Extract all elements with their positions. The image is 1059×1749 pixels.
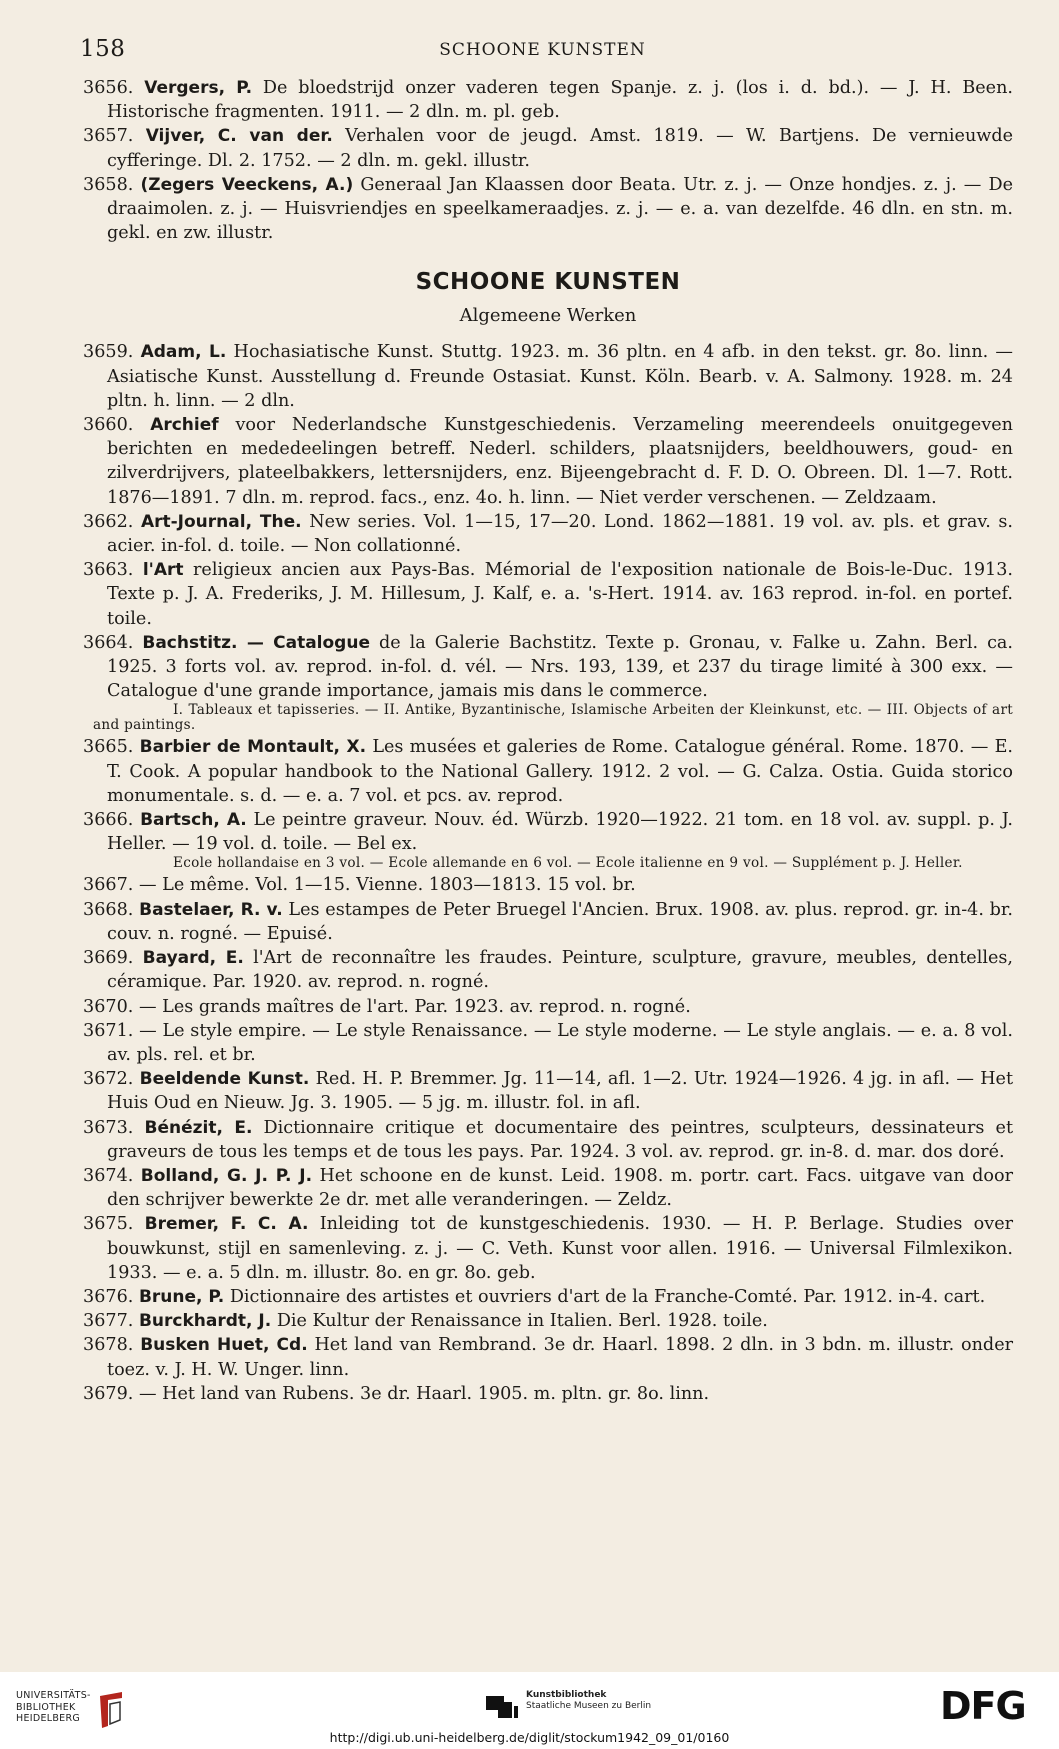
entry-author: Vergers, P. bbox=[144, 78, 253, 98]
entry-author: Bénézit, E. bbox=[144, 1117, 253, 1138]
entry-author: Art-Journal, The. bbox=[140, 511, 302, 532]
entry-author: Bachstitz. — Catalogue bbox=[142, 632, 370, 653]
subsection-title: Algemeene Werken bbox=[459, 305, 637, 327]
entry-number: 3660. bbox=[83, 415, 134, 436]
entry-number: 3667. bbox=[83, 875, 134, 896]
section-title: SCHOONE KUNSTEN bbox=[415, 269, 681, 296]
entry-text: Les estampes de Peter Bruegel l'Ancien. Brux. 1908. av. plus. reprod. gr. in-4. br. couv. n. rogné. — Epuisé. bbox=[107, 899, 1014, 944]
page-number: 158 bbox=[80, 36, 126, 62]
source-url[interactable]: http://digi.ub.uni-heidelberg.de/diglit/stockum1942_09_01/0160 bbox=[329, 1730, 730, 1745]
entry-number: 3666. bbox=[83, 810, 134, 831]
page-footer bbox=[0, 1672, 1059, 1749]
entry-number: 3676. bbox=[83, 1286, 134, 1307]
catalogue-entry bbox=[83, 898, 1013, 946]
entry-text: New series. Vol. 1—15, 17—20. Lond. 1862—1881. 19 vol. av. pls. et grav. s. acier. in-fol. d. toile. — Non collationné. bbox=[107, 511, 1014, 557]
entry-number: 3672. bbox=[83, 1069, 134, 1090]
kunstbibliothek-title: Kunstbibliothek bbox=[526, 1690, 607, 1700]
heidelberg-logo-text bbox=[16, 1690, 91, 1725]
entry-text: l'Art de reconnaître les fraudes. Peinture, sculpture, gravure, meubles, dentelles, céramique. Par. 1920. av. reprod. n. rogné. bbox=[107, 948, 1014, 993]
entry-number: 3665. bbox=[83, 737, 134, 758]
entry-number: 3675. bbox=[83, 1214, 134, 1235]
entry-number: 3664. bbox=[83, 632, 134, 653]
catalogue-entry bbox=[83, 1333, 1013, 1381]
entry-number: 3668. bbox=[83, 899, 134, 920]
catalogue-entry bbox=[83, 1309, 1013, 1333]
entry-number: 3671. bbox=[83, 1020, 134, 1041]
catalogue-entry bbox=[83, 173, 1013, 246]
entry-author: Barbier de Montault, X. bbox=[139, 737, 367, 758]
catalogue-entry bbox=[83, 413, 1013, 510]
entry-author: l'Art bbox=[142, 560, 184, 581]
dfg-logo-icon bbox=[940, 1686, 1040, 1724]
entry-author: Busken Huet, Cd. bbox=[140, 1335, 308, 1356]
entry-author: Brune, P. bbox=[138, 1286, 225, 1307]
entry-number: 3679. bbox=[83, 1383, 134, 1404]
entry-number: 3663. bbox=[83, 560, 134, 581]
entry-text: — Les grands maîtres de l'art. Par. 1923. av. reprod. n. rogné. bbox=[138, 996, 691, 1017]
entry-author: Bolland, G. J. P. J. bbox=[140, 1165, 313, 1186]
entry-text: Les musées et galeries de Rome. Catalogue général. Rome. 1870. — E. T. Cook. A popular handbook to the National Gallery. 1912. 2 vol. — G. Calza. Ostia. Guida storico monumentale. s. d. — e. a. 7 vol. et pcs. av. reprod. bbox=[107, 737, 1014, 806]
entry-note: Ecole hollandaise en 3 vol. — Ecole allemande en 6 vol. — Ecole italienne en 9 vol. — Supplément p. J. Heller. bbox=[173, 855, 963, 872]
heidelberg-logo-line: HEIDELBERG bbox=[16, 1713, 81, 1724]
entry-number: 3658. bbox=[83, 174, 134, 195]
entry-author: Archief bbox=[150, 415, 219, 436]
entry-text: Dictionnaire des artistes et ouvriers d'art de la Franche-Comté. Par. 1912. in-4. cart. bbox=[229, 1286, 986, 1307]
entry-number: 3678. bbox=[83, 1335, 134, 1356]
entry-author: Bastelaer, R. v. bbox=[139, 899, 283, 920]
entry-text: Le peintre graveur. Nouv. éd. Würzb. 1920—1922. 21 tom. en 18 vol. av. suppl. p. J. Heller. — 19 vol. d. toile. — Bel ex. bbox=[107, 810, 1014, 855]
running-head: SCHOONE KUNSTEN bbox=[439, 40, 646, 60]
page-header bbox=[80, 36, 1005, 66]
entry-number: 3657. bbox=[83, 126, 134, 147]
catalogue-entry bbox=[83, 124, 1013, 172]
entry-text: Verhalen voor de jeugd. Amst. 1819. — W. Bartjens. De vernieuwde cyfferinge. Dl. 2. 1752. — 2 dln. m. gekl. illustr. bbox=[107, 126, 1014, 171]
catalogue-entry bbox=[83, 558, 1013, 631]
entry-author: Bartsch, A. bbox=[140, 810, 247, 831]
catalogue-entry bbox=[83, 946, 1013, 994]
catalogue-entry bbox=[83, 995, 1013, 1019]
entry-text: Inleiding tot de kunstgeschiedenis. 1930. — H. P. Berlage. Studies over bouwkunst, stijl en samenleving. z. j. — C. Veth. Kunst voor allen. 1916. — Universal Filmlexikon. 1933. — e. a. 5 dln. m. illustr. 8o. en gr. 8o. geb. bbox=[107, 1214, 1014, 1283]
catalogue-entry bbox=[83, 1164, 1013, 1212]
entry-text: Dictionnaire critique et documentaire des peintres, sculpteurs, dessinateurs et graveurs de tous les temps et de tous les pays. Par. 1924. 3 vol. av. reprod. gr. in-8. d. mar. dos doré. bbox=[107, 1117, 1014, 1162]
kunstbibliothek-subtitle: Staatliche Museen zu Berlin bbox=[526, 1701, 652, 1711]
catalogue-entry bbox=[83, 340, 1013, 413]
entry-text: Het schoone en de kunst. Leid. 1908. m. portr. cart. Facs. uitgave van door den schrijver bewerkte 2e dr. met alle veranderingen. — Zeldz. bbox=[107, 1165, 1014, 1211]
entry-author: (Zegers Veeckens, A.) bbox=[140, 174, 354, 195]
dfg-logo-text: DFG bbox=[940, 1686, 1026, 1724]
catalogue-entry bbox=[83, 1116, 1013, 1164]
catalogue-entry bbox=[83, 1067, 1013, 1115]
entry-text: — Le style empire. — Le style Renaissance. — Le style moderne. — Le style anglais. — e. a. 8 vol. av. pls. rel. et br. bbox=[107, 1020, 1013, 1065]
entry-number: 3669. bbox=[83, 948, 134, 969]
entry-number: 3662. bbox=[83, 511, 134, 532]
kunstbibliothek-logo[interactable] bbox=[484, 1690, 684, 1730]
entry-text: religieux ancien aux Pays-Bas. Mémorial de l'exposition nationale de Bois-le-Duc. 1913. Texte p. J. A. Frederiks, J. M. Hillesum, J. Kalf, e. a. 's-Hert. 1914. av. 163 reprod. in-fol. en portef. toile. bbox=[107, 560, 1014, 629]
entry-text: de la Galerie Bachstitz. Texte p. Gronau, v. Falke u. Zahn. Berl. ca. 1925. 3 forts vol. av. reprod. in-fol. d. vél. — Nrs. 193, 139, et 237 du tirage limité à 300 exx. — Catalogue d'une grande importance, jamais mis dans le commerce. bbox=[107, 632, 1014, 702]
page-content bbox=[83, 76, 1013, 1406]
entry-note: I. Tableaux et tapisseries. — II. Antike, Byzantinische, Islamische Arbeiten der Kleinkunst, etc. — III. Objects of art and paintings. bbox=[93, 702, 1013, 734]
entry-number: 3670. bbox=[83, 996, 134, 1017]
catalogue-entry bbox=[83, 808, 1013, 856]
kunstbibliothek-text bbox=[526, 1690, 651, 1712]
entry-author: Adam, L. bbox=[140, 342, 227, 363]
entry-author: Bremer, F. C. A. bbox=[144, 1214, 309, 1235]
entry-number: 3677. bbox=[83, 1311, 134, 1332]
catalogue-entry bbox=[83, 1019, 1013, 1067]
entry-text: — Le même. Vol. 1—15. Vienne. 1803—1813. 15 vol. br. bbox=[138, 875, 636, 896]
heidelberg-logo-line: UNIVERSITÄTS- bbox=[16, 1690, 91, 1701]
catalogue-entry bbox=[83, 873, 1013, 897]
entry-number: 3656. bbox=[83, 78, 134, 98]
dfg-logo[interactable] bbox=[940, 1686, 1040, 1728]
kunstbibliothek-emblem-icon bbox=[484, 1692, 520, 1722]
catalogue-entry bbox=[83, 1382, 1013, 1406]
catalogue-entry bbox=[83, 76, 1013, 124]
entry-author: Vijver, C. van der. bbox=[145, 126, 333, 147]
entry-text: Generaal Jan Klaassen door Beata. Utr. z. j. — Onze hondjes. z. j. — De draaimolen. z. j. — Huisvriendjes en speelkameraadjes. z. j. — e. a. van dezelfde. 46 dln. en stn. m. gekl. en zw. illustr. bbox=[107, 174, 1013, 244]
catalogue-entry bbox=[83, 735, 1013, 808]
entry-author: Bayard, E. bbox=[142, 948, 244, 969]
entry-text: Die Kultur der Renaissance in Italien. Berl. 1928. toile. bbox=[276, 1311, 768, 1332]
catalogue-entry bbox=[83, 1285, 1013, 1309]
entry-number: 3659. bbox=[83, 342, 134, 363]
entry-number: 3674. bbox=[83, 1165, 134, 1186]
catalogue-entry bbox=[83, 510, 1013, 558]
entry-text: Red. H. P. Bremmer. Jg. 11—14, afl. 1—2. Utr. 1924—1926. 4 jg. in afl. — Het Huis Oud en Nieuw. Jg. 3. 1905. — 5 jg. m. illustr. fol. in afl. bbox=[107, 1069, 1014, 1114]
entry-author: Beeldende Kunst. bbox=[139, 1069, 310, 1090]
entry-text: — Het land van Rubens. 3e dr. Haarl. 1905. m. pltn. gr. 8o. linn. bbox=[138, 1383, 710, 1404]
entry-author: Burckhardt, J. bbox=[138, 1311, 272, 1332]
entry-text: De bloedstrijd onzer vaderen tegen Spanje. z. j. (los i. d. bd.). — J. H. Been. Historische fragmenten. 1911. — 2 dln. m. pl. geb. bbox=[107, 78, 1013, 123]
entry-number: 3673. bbox=[83, 1117, 134, 1138]
heidelberg-seal-icon bbox=[96, 1690, 126, 1730]
entry-text: Het land van Rembrand. 3e dr. Haarl. 1898. 2 dln. in 3 bdn. m. illustr. onder toez. v. J. H. W. Unger. linn. bbox=[107, 1335, 1014, 1380]
entry-text: voor Nederlandsche Kunstgeschiedenis. Verzameling meerendeels onuitgegeven berichten en mededeelingen betreff. Nederl. schilders, plaatsnijders, beeldhouwers, goud- en zilverdrijvers, plateelbakkers, lettersnijders, enz. Bijeengebracht d. F. D. O. Obreen. Dl. 1—7. Rott. 1876—1891. 7 dln. m. reprod. facs., enz. 4o. h. linn. — Niet verder verschenen. — Zeldzaam. bbox=[107, 415, 1013, 508]
catalogue-entry bbox=[83, 631, 1013, 704]
heidelberg-logo-line: BIBLIOTHEK bbox=[16, 1701, 76, 1713]
entries-top bbox=[83, 76, 1013, 245]
entry-text: Hochasiatische Kunst. Stuttg. 1923. m. 36 pltn. en 4 afb. in den tekst. gr. 8o. linn. — Asiatische Kunst. Ausstellung d. Freunde Ostasiat. Kunst. Köln. Bearb. v. A. Salmony. 1928. m. 24 pltn. h. linn. — 2 dln. bbox=[107, 342, 1014, 411]
entries-main bbox=[83, 340, 1013, 1406]
catalogue-entry bbox=[83, 1212, 1013, 1285]
